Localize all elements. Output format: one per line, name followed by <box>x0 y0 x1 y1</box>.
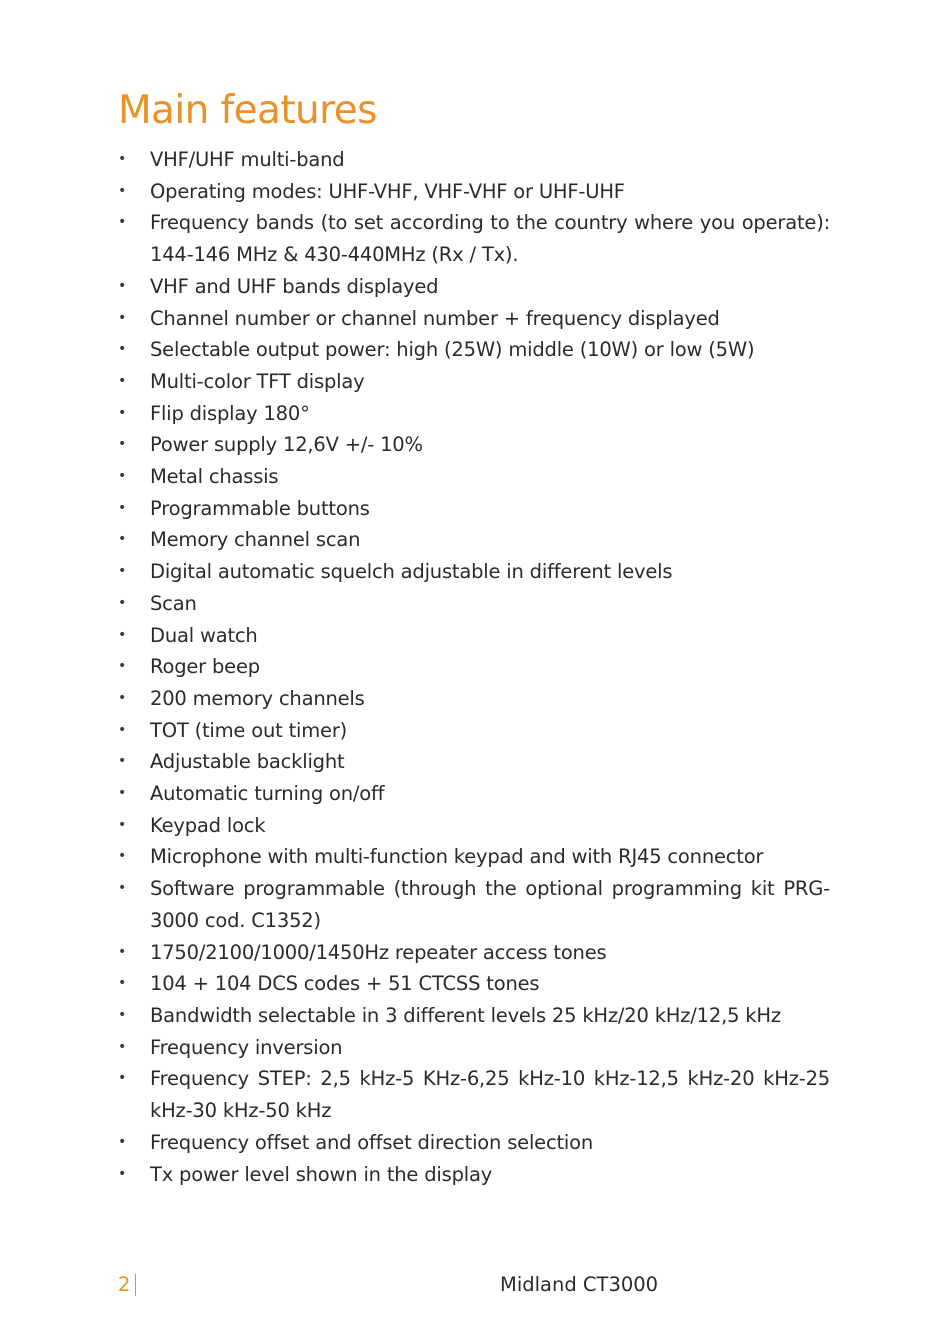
bullet-icon: • <box>118 436 127 453</box>
page-number: 2 <box>118 1273 131 1296</box>
document-title: Midland CT3000 <box>500 1273 659 1296</box>
list-item <box>118 366 830 398</box>
bullet-icon: • <box>118 1038 127 1055</box>
list-item <box>118 1032 830 1064</box>
feature-text: Dual watch <box>150 623 258 647</box>
list-item <box>118 398 830 430</box>
feature-text: Channel number or channel number + frequency displayed <box>150 306 720 330</box>
feature-text: Operating modes: UHF-VHF, VHF-VHF or UHF-UHF <box>150 179 625 203</box>
feature-text: Metal chassis <box>150 465 279 489</box>
feature-text: VHF and UHF bands displayed <box>150 274 439 298</box>
feature-text: Multi-color TFT display <box>150 369 365 393</box>
feature-text: VHF/UHF multi-band <box>150 148 345 171</box>
bullet-icon: • <box>118 404 127 421</box>
feature-list <box>118 144 830 1190</box>
bullet-icon: • <box>118 468 127 485</box>
list-item <box>118 334 830 366</box>
list-item <box>118 1159 830 1191</box>
feature-text: Automatic turning on/off <box>150 782 385 806</box>
list-item <box>118 588 830 620</box>
page-footer <box>0 1270 945 1300</box>
feature-text: Flip display 180° <box>150 401 310 425</box>
list-item <box>118 429 830 461</box>
bullet-icon: • <box>118 563 127 580</box>
bullet-icon: • <box>118 372 127 389</box>
list-item <box>118 715 830 747</box>
bullet-icon: • <box>118 689 127 706</box>
bullet-icon: • <box>118 594 127 611</box>
list-item <box>118 461 830 493</box>
list-item <box>118 176 830 208</box>
bullet-icon: • <box>118 1006 127 1023</box>
feature-text: Adjustable backlight <box>150 750 345 774</box>
list-item <box>118 746 830 778</box>
list-item <box>118 303 830 335</box>
list-item <box>118 271 830 303</box>
feature-text: Roger beep <box>150 655 260 679</box>
feature-text: Memory channel scan <box>150 528 361 552</box>
feature-text: TOT (time out timer) <box>150 718 348 742</box>
bullet-icon: • <box>118 1165 127 1182</box>
bullet-icon: • <box>118 214 127 231</box>
page-number-divider <box>135 1274 136 1296</box>
bullet-icon: • <box>118 753 127 770</box>
list-item <box>118 144 830 176</box>
feature-text: Frequency inversion <box>150 1035 343 1059</box>
feature-text: Power supply 12,6V +/- 10% <box>150 433 423 457</box>
bullet-icon: • <box>118 848 127 865</box>
list-item <box>118 207 830 270</box>
bullet-icon: • <box>118 1133 127 1150</box>
bullet-icon: • <box>118 975 127 992</box>
feature-text: Scan <box>150 591 197 615</box>
list-item <box>118 651 830 683</box>
list-item <box>118 493 830 525</box>
feature-text: Software programmable (through the optional programming kit PRG-3000 cod. C1352) <box>150 877 830 932</box>
feature-text: Bandwidth selectable in 3 different levels 25 kHz/20 kHz/12,5 kHz <box>150 1003 781 1027</box>
bullet-icon: • <box>118 880 127 897</box>
bullet-icon: • <box>118 499 127 516</box>
list-item <box>118 1127 830 1159</box>
feature-text: Digital automatic squelch adjustable in different levels <box>150 560 673 584</box>
list-item <box>118 841 830 873</box>
list-item <box>118 968 830 1000</box>
bullet-icon: • <box>118 151 127 167</box>
bullet-icon: • <box>118 658 127 675</box>
bullet-icon: • <box>118 182 127 199</box>
feature-text: Selectable output power: high (25W) middle (10W) or low (5W) <box>150 338 755 362</box>
list-item <box>118 1000 830 1032</box>
feature-text: 1750/2100/1000/1450Hz repeater access tones <box>150 940 607 964</box>
bullet-icon: • <box>118 816 127 833</box>
list-item <box>118 524 830 556</box>
bullet-icon: • <box>118 721 127 738</box>
list-item <box>118 1063 830 1126</box>
feature-text: Microphone with multi-function keypad and with RJ45 connector <box>150 845 764 869</box>
feature-text: 200 memory channels <box>150 686 365 710</box>
list-item <box>118 620 830 652</box>
bullet-icon: • <box>118 341 127 358</box>
list-item <box>118 683 830 715</box>
feature-text: Keypad lock <box>150 813 266 837</box>
feature-text: 104 + 104 DCS codes + 51 CTCSS tones <box>150 972 540 996</box>
bullet-icon: • <box>118 531 127 548</box>
list-item <box>118 556 830 588</box>
bullet-icon: • <box>118 785 127 802</box>
feature-text: Tx power level shown in the display <box>150 1162 493 1186</box>
feature-text: Frequency offset and offset direction selection <box>150 1130 594 1154</box>
list-item <box>118 937 830 969</box>
list-item <box>118 778 830 810</box>
feature-text: Frequency bands (to set according to the country where you operate): 144-146 MHz & 430-440MHz (Rx / Tx). <box>150 211 830 267</box>
feature-text: Frequency STEP: 2,5 kHz-5 KHz-6,25 kHz-10 kHz-12,5 kHz-20 kHz-25 kHz-30 kHz-50 kHz <box>150 1067 830 1123</box>
feature-text: Programmable buttons <box>150 496 370 520</box>
bullet-icon: • <box>118 1070 127 1087</box>
bullet-icon: • <box>118 309 127 326</box>
page-title: Main features <box>118 88 377 133</box>
bullet-icon: • <box>118 943 127 960</box>
list-item <box>118 810 830 842</box>
list-item <box>118 873 830 936</box>
bullet-icon: • <box>118 626 127 643</box>
bullet-icon: • <box>118 277 127 294</box>
